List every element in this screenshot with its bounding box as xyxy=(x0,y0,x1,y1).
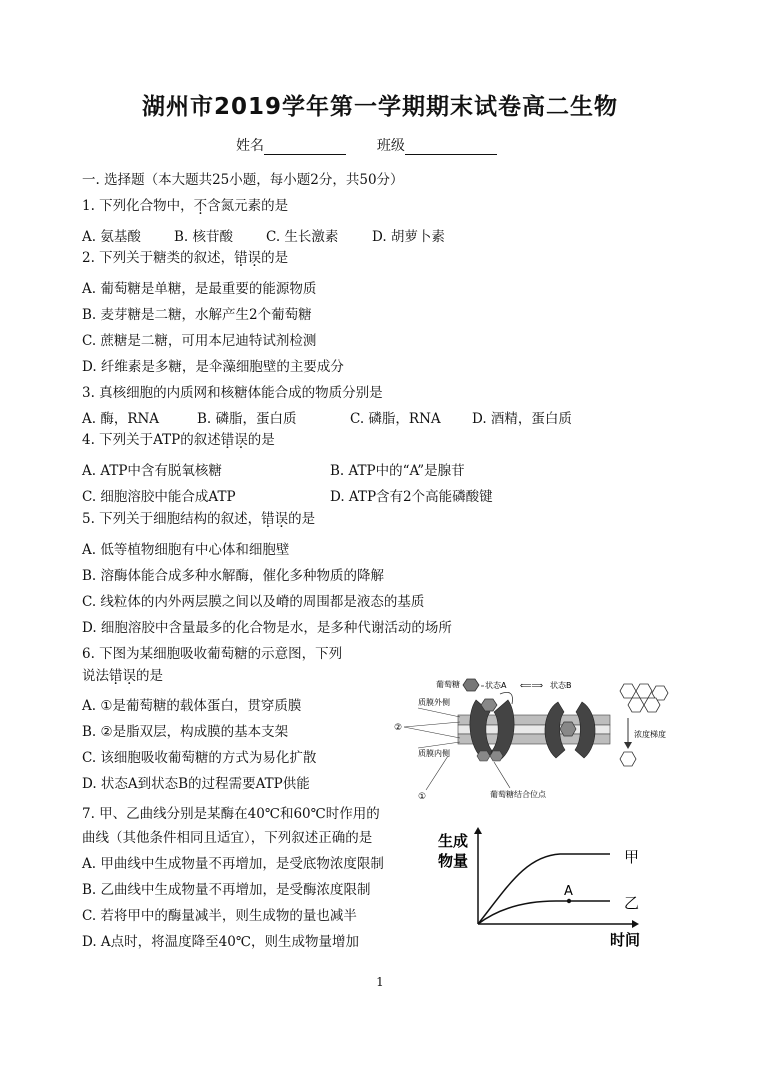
q5-option-d[interactable]: D. 细胞溶胶中含量最多的化合物是水，是多种代谢活动的场所 xyxy=(82,620,452,636)
q2-option-d[interactable]: D. 纤维素是多糖，是伞藻细胞壁的主要成分 xyxy=(82,359,344,375)
class-label: 班级 xyxy=(376,138,405,154)
glucose-label: 葡萄糖 xyxy=(436,680,460,689)
inner-side-label: 质膜内侧 xyxy=(418,749,450,758)
glucose-entering-icon xyxy=(481,699,497,711)
q7-option-d[interactable]: D. A点时，将温度降至40℃，则生成物量增加 xyxy=(82,934,359,950)
q3-option-c[interactable]: C. 磷脂，RNA xyxy=(350,411,441,427)
q5-option-a[interactable]: A. 低等植物细胞有中心体和细胞壁 xyxy=(82,542,290,558)
series-yi-curve xyxy=(478,901,610,924)
q7-option-a[interactable]: A. 甲曲线中生成物量不再增加，是受底物浓度限制 xyxy=(82,856,384,872)
glucose-outside-cluster xyxy=(620,684,668,712)
gradient-label: 浓度梯度 xyxy=(634,730,666,739)
q6-option-a[interactable]: A. ①是葡萄糖的载体蛋白，贯穿质膜 xyxy=(82,698,302,714)
q2-option-c[interactable]: C. 蔗糖是二糖，可用本尼迪特试剂检测 xyxy=(82,333,317,349)
q1-option-c[interactable]: C. 生长激素 xyxy=(266,229,339,245)
question-7-stem-line1: 7. 甲、乙曲线分别是某酶在40℃和60℃时作用的 xyxy=(82,806,380,822)
series-jia-curve xyxy=(478,854,610,924)
class-blank[interactable] xyxy=(405,139,497,155)
y-axis-arrow-icon xyxy=(474,827,482,834)
section-heading: 一. 选择题（本大题共25小题，每小题2分，共50分） xyxy=(82,172,404,188)
gradient-arrow-icon xyxy=(624,742,632,749)
glucose-molecule-icon xyxy=(463,679,479,691)
q3-option-a[interactable]: A. 酶，RNA xyxy=(82,411,160,427)
circle-2-label: ② xyxy=(394,723,403,733)
q7-option-c[interactable]: C. 若将甲中的酶量减半，则生成物的量也减半 xyxy=(82,908,357,924)
q4-option-b[interactable]: B. ATP中的“A”是腺苷 xyxy=(330,463,465,479)
q5-option-c[interactable]: C. 线粒体的内外两层膜之间以及嵴的周围都是液态的基质 xyxy=(82,594,425,610)
glucose-transport-diagram xyxy=(390,672,700,807)
question-2-stem: 2. 下列关于糖类的叙述，错误的是 xyxy=(82,250,289,266)
series-yi-label: 乙 xyxy=(624,894,640,912)
point-a-label: A xyxy=(564,884,573,899)
q3-option-d[interactable]: D. 酒精，蛋白质 xyxy=(472,411,572,427)
state-a-label: 状态A xyxy=(485,681,507,690)
question-1-stem: 1. 下列化合物中，不含氮元素的是 xyxy=(82,198,289,214)
chart-x-label: 时间 xyxy=(610,931,641,949)
q2-option-b[interactable]: B. 麦芽糖是二糖，水解产生2个葡萄糖 xyxy=(82,307,312,323)
question-6-stem-line1: 6. 下图为某细胞吸收葡萄糖的示意图，下列 xyxy=(82,646,343,662)
q6-option-c[interactable]: C. 该细胞吸收葡萄糖的方式为易化扩散 xyxy=(82,750,317,766)
outer-side-label: 质膜外侧 xyxy=(418,698,450,707)
q4-option-d[interactable]: D. ATP含有2个高能磷酸键 xyxy=(330,489,493,505)
question-4-stem: 4. 下列关于ATP的叙述错误的是 xyxy=(82,432,275,448)
page-number: 1 xyxy=(376,975,384,989)
state-arrow-icon: ⟸⟹ xyxy=(520,681,543,690)
q6-option-b[interactable]: B. ②是脂双层，构成膜的基本支架 xyxy=(82,724,289,740)
point-a-marker xyxy=(567,899,571,903)
glucose-inside-icon xyxy=(620,752,636,766)
x-axis-arrow-icon xyxy=(632,920,639,928)
state-b-label: 状态B xyxy=(550,681,572,690)
chart-y-label-line2: 物量 xyxy=(438,852,469,870)
name-blank[interactable] xyxy=(264,139,346,155)
name-class-line xyxy=(236,135,497,155)
question-5-stem: 5. 下列关于细胞结构的叙述，错误的是 xyxy=(82,511,316,527)
q1-option-a[interactable]: A. 氨基酸 xyxy=(82,229,141,245)
q2-option-a[interactable]: A. 葡萄糖是单糖，是最重要的能源物质 xyxy=(82,281,317,297)
q6-option-d[interactable]: D. 状态A到状态B的过程需要ATP供能 xyxy=(82,776,310,792)
q4-option-a[interactable]: A. ATP中含有脱氧核糖 xyxy=(82,463,222,479)
q3-option-b[interactable]: B. 磷脂，蛋白质 xyxy=(197,411,297,427)
binding-site-icon xyxy=(477,751,490,761)
binding-site-icon-2 xyxy=(490,751,503,761)
enzyme-product-chart xyxy=(430,826,650,951)
q1-option-b[interactable]: B. 核苷酸 xyxy=(174,229,234,245)
circle-1-label: ① xyxy=(418,792,427,802)
q7-option-b[interactable]: B. 乙曲线中生成物量不再增加，是受酶浓度限制 xyxy=(82,882,371,898)
q1-option-d[interactable]: D. 胡萝卜素 xyxy=(372,229,445,245)
glucose-bound-icon xyxy=(560,722,576,736)
q4-option-c[interactable]: C. 细胞溶胶中能合成ATP xyxy=(82,489,236,505)
question-3-stem: 3. 真核细胞的内质网和核糖体能合成的物质分别是 xyxy=(82,385,383,401)
binding-site-label: 葡萄糖结合位点 xyxy=(490,790,546,799)
question-6-stem-line2: 说法错误的是 xyxy=(82,668,163,684)
question-7-stem-line2: 曲线（其他条件相同且适宜），下列叙述正确的是 xyxy=(82,830,373,846)
name-label: 姓名 xyxy=(236,138,264,154)
page-title: 湖州市2019学年第一学期期末试卷高二生物 xyxy=(141,94,618,120)
series-jia-label: 甲 xyxy=(624,848,640,866)
q5-option-b[interactable]: B. 溶酶体能合成多种水解酶，催化多种物质的降解 xyxy=(82,568,385,584)
chart-y-label-line1: 生成 xyxy=(438,832,469,850)
